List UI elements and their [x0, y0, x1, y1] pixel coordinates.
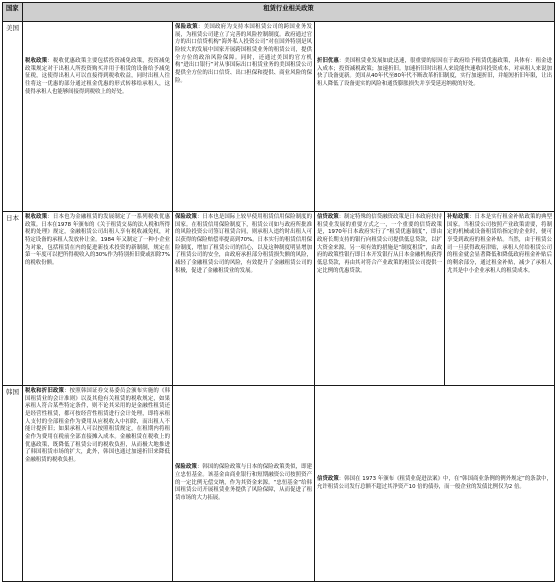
- policy-text: ：美国租赁业发展如此迅速，很重要的原因在于政府给予租赁优惠政策，具体有：租金进入成本；投资减税政策；加速折旧。加速折旧时出租人来说能快速收回投资成本，对承租人来说加快了设备更新。美国从40年代至80年代不断改革折旧制度，实行加速折旧，并缩短折旧年限，让出租人降低了设备更实的风险和通货膨胀损失并享受延迟纳税的好处。: [317, 58, 552, 88]
- policy-text: ：日本是实行租金补贴政策的典型国家。当租赁公司按照产业政策需要，将制定的机械或设备租赁给指定的企业时，便可享受到政府的租金补贴。当然，由于租赁公司一旦获得政府津贴，承租人付给租赁公司的租金就会显著降低和降低政府租金补贴后的剩余部分，通过租金补贴，减少了承租人尤其是中小企业承租人的租赁成本。: [447, 214, 552, 274]
- table-row-korea: [3, 386, 555, 582]
- country-cell: 韩国: [3, 386, 23, 582]
- policy-text: ：日本也为金融租赁的发展制定了一系列税收优惠政策。日本在1978 年颁布的《关于租赁交易的法人税和所得税的处理》规定，金融租赁公司出租人享有税收减免权，对特定设备的承租人发放补让金。1984 年又制定了一种小企业为对象，包括租赁在内的促进新技术投资的新制制，规定在第一年度可以把所得税收入的30%作为特别折旧费或扣除7% 的税收份额。: [25, 214, 170, 267]
- policy-cell: [315, 386, 555, 582]
- policy-text: ：美国政府为支持本国租赁公司的跨国业务发展，为租赁公司建立了完善的风险控制制度。政府通过官方的出口信贷机构“海外私人投资公司”对在国外特别是风险较大的发展中国家开展跨国租赁业务的租赁公司，提供全方位的政治风险保障。同时，还通过美国的官方机构“进出口银行”对从事国际出口租赁业务的美国租赁公司提供全方位的出口信贷、出口担保和提供、商业风险的保险。: [175, 24, 312, 84]
- policy-cell: [23, 22, 173, 212]
- header-country: 国家: [3, 3, 23, 22]
- policy-label: 折旧优惠: [317, 58, 339, 64]
- policy-cell: [23, 212, 173, 386]
- policy-label: 税收政策: [25, 58, 48, 64]
- policy-label: 补贴政策: [447, 214, 470, 220]
- country-cell: 美国: [3, 22, 23, 212]
- policy-cell: [315, 212, 445, 386]
- policy-text: ：韩国在 1973 年颁布《租赁业促进法案》中，在“韩国商业条例的例外规定”的条款中，允许租赁公司发行总额不超过其净资产10 倍的债券，而一般企业的发债比例仅为2 倍。: [317, 475, 552, 490]
- policy-label: 信贷政策: [317, 214, 339, 220]
- policy-cell: [173, 386, 315, 582]
- policy-label: 保险政策: [175, 464, 197, 471]
- policy-cell: [173, 22, 315, 212]
- policy-label: 保险政策: [175, 214, 197, 220]
- table-row-usa: [3, 22, 555, 212]
- policy-cell: [173, 212, 315, 386]
- policy-text: ：税收优惠政策主要包括投资减免政策，投资减免政策规定对于出租人所投资购买并用于租赁的设备给予减免征税，这使得出租人可以直接得到税收收益，同时出租人往往将这一优惠的部分通过租金优惠的形式转移给承租人，这使得承租人也能够间接得到税收上的好处。: [25, 58, 170, 95]
- policy-label: 保险政策: [175, 24, 198, 30]
- leasing-policy-table: [2, 2, 555, 582]
- policy-text: ：制定特殊的信贷融资政策是日本政府扶持租赁业发展的重要方式之一，一个重要的信贷政策是，1970年日本政府实行了“租赁优惠制度”，即由政府长期支持的银行向租赁公司提供低息贷款，以扩大资金来源。另一项有效的措施是“制度租赁”，由政府的政策性银行即日本开发银行从日本金融机构获得低息贷款，再由其对符合产业政策的租赁公司提供一定比例的优惠贷款。: [317, 214, 442, 274]
- header-row: [3, 3, 555, 22]
- country-cell: 日本: [3, 212, 23, 386]
- policy-cell: [315, 22, 555, 212]
- policy-cell: [445, 212, 555, 386]
- policy-text: ：日本也是国际上较早使用租赁信用保险制度的国家。在租赁信用保险制度下，租赁公司如与政府所批准的风险投资公司签订租赁合同，则承租人违约时出租人可以获得的保险赔偿率提高到70%。日本实行的租赁信用保险制度，增加了租赁公司的信心，以及这种制度明显增加了租赁公司的安全，由政府承担部分租赁损失额的风险，减轻了金融租赁公司的风险，有效提升了金融租赁公司的积极，促进了金融租赁业的发展。: [175, 214, 312, 274]
- policy-text: ：按照韩国证券交易委员会颁布实施的《韩国租赁业的会计准则》以及其他有关租赁的税收规定，如果承租人符合某些特定条件，则不论其采用的是金融性租赁还是经营性租赁，都可按经营性租赁进行会计处理，即将承租人支付的全部租金作为费用从应税收入中扣除，而出租人不能计提折旧；如果承租人可以按照租赁规定，在租期内将租金作为费用在税前全部直接摊入成本。金融租赁在税收上的优惠政策，既降低了租赁公司的税收负担，从而极大地推进了韩国租赁市场的扩大，此外，韩国也通过加速折旧来降低金融租赁的税收负担。: [25, 388, 170, 464]
- policy-label: 税收和折旧政策: [25, 388, 65, 394]
- policy-label: 税收政策: [25, 214, 48, 220]
- policy-label: 信贷政策: [317, 475, 339, 482]
- policy-text: ：韩国的保险政策与日本的保险政策类似，即建立忠恒基金。该基金由商业银行和短期融资公司按照资产的一定比例无偿交纳，作为其资金来源。“忠恒基金”给韩国租赁公司开展租赁业务提供了风险保障，从而促进了租赁市场的大力拓展。: [175, 464, 312, 501]
- policy-paragraph: [25, 58, 170, 96]
- policy-paragraph: [317, 58, 552, 89]
- table-row-japan: [3, 212, 555, 386]
- policy-cell: [23, 386, 173, 582]
- header-policies: 租赁行业相关政策: [23, 3, 555, 22]
